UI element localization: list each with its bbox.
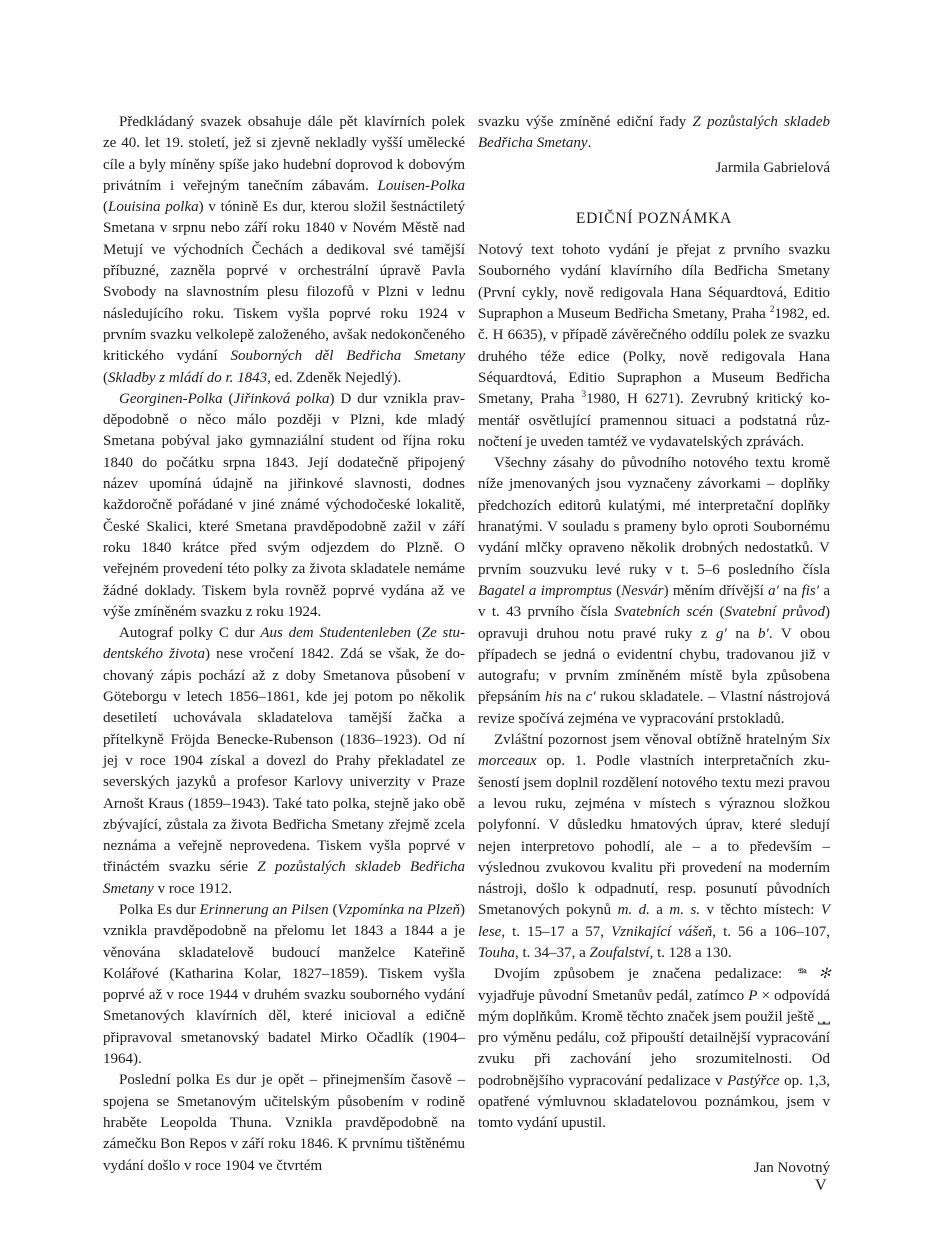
text-run: . V obou případech se jedná o evidentní chybu, tradovanou již v autografu; v prvním zmíněném místě byla způsobena přepsáním [478, 625, 830, 706]
text-run: a v t. 43 prvního čísla [478, 582, 830, 621]
text-run: ) měním dřívější [663, 582, 769, 599]
text-run: Notový text tohoto vydání je přejat z prvního svazku Souborného vydání klavírního díla Bedřicha Smetany (První cykly, nově redigovala Hana Séquardtová, Editio Supraphon a Museum Bedřicha Smetany, Praha [478, 242, 830, 323]
text-run: op. 1. Podle vlastních interpretačních zkušeností jsem doplnil rozdělení notového textu mezi pravou a levou ruku, zejména v místech s výraznou složkou polyfonní. V důsledku hmatových úprav, které sledují nejen interpretovo pohodlí, ale – a to především – výslednou zvukovou kvalitu při provedení na moderním nástroji, došlo k odpadnutí, resp. posunutí původních Smetanových pokynů [478, 753, 830, 919]
italic-title: Souborných děl Bedřicha Smetany [230, 348, 466, 365]
text-run: Zvláštní pozornost jsem věnoval obtížně hratelným [494, 732, 812, 749]
italic-title: Touha [478, 944, 515, 961]
left-column [103, 112, 465, 1177]
italic-title: Ze studentského života [103, 625, 465, 663]
text-run: v roce 1912. [153, 880, 233, 897]
text-run: ( [328, 901, 338, 918]
text-run: ( [410, 625, 422, 642]
text-run: 1982, ed. č. H 6635), v případě závěrečného oddílu polek ze svazku druhého téže edice (Polky, nově redigovala Hana Séquardtová, Editio Supraphon a Museum Bedřicha Smetany, Praha [478, 306, 830, 408]
paragraph-editorial-source [478, 240, 830, 453]
italic-title: b′ [758, 625, 769, 642]
italic-title: Z pozůstalých skladeb Bedřicha Smetany [103, 859, 465, 897]
page-number: V [815, 1177, 827, 1194]
text-run: ( [713, 604, 725, 621]
paragraph-editorial-corrections [478, 453, 830, 730]
paragraph-editorial-six-morceaux [478, 730, 830, 964]
text-run: 1980, H 6271). Zevrubný kritický komentář osvětlující pramennou situaci a podstatná různočtení je uveden tamtéž ve vydavatelských zprávách. [478, 391, 830, 450]
italic-title: Pastýřce [727, 1072, 780, 1089]
italic-title: Louisina polka [108, 199, 199, 216]
text-run: a [649, 902, 670, 919]
italic-title: Svatebních scén [614, 604, 714, 621]
text-run: ) D dur vznikla pravděpodobně o něco málo později v Plzni, kde mladý Smetana pobýval jako gymnaziální student od října roku 1840 do počátku srpna 1843. Její dodatečně připojený název upomíná údajně na jiřinkové slavnosti, dodnes každoročně pořádané v jiné známé východočeské lokalitě, České Skalici, které Smetana pravděpodobně zažil v září roku 1840 krátce před svým odjezdem do Plzně. O veřejném provedení této polky za života skladatele nemáme žádné doklady. Tiskem byla rovněž poprvé vydána až ve výše zmíněném svazku z roku 1924. [103, 390, 465, 620]
italic-title: V lese [478, 902, 830, 940]
italic-title: Erinnerung an Pilsen [199, 901, 329, 918]
text-run: v těchto místech: [700, 902, 821, 919]
paragraph-georginen-polka [103, 389, 465, 623]
text-run: ( [103, 369, 108, 386]
italic-title: fis′ [801, 582, 820, 599]
italic-title: Zoufalství [589, 944, 650, 961]
italic-title: Nesvár [621, 582, 664, 599]
italic-title: a′ [768, 582, 779, 599]
text-run: Poslední polka Es dur je opět – přinejmenším časově – spojena se Smetanovým učitelským působením v rodině hraběte Leopolda Thuna. Vznikla pravděpodobně na zámečku Bon Repos v září roku 1846. K prvnímu tištěnému vydání došlo v roce 1904 ve čtvrtém [103, 1072, 465, 1174]
text-run: pro výměnu pedálu, což připouští detailnější vypracování zvuku při zachování jeho srozumitelnosti. Od podrobnějšího vypracování pedalizace v [478, 1030, 830, 1089]
text-run: ( [222, 390, 234, 407]
text-run: Dvojím způsobem je značena pedalizace: [494, 966, 796, 983]
italic-title: Vzpomínka na Plzeň [337, 901, 460, 918]
italic-title: P [748, 987, 758, 1004]
section-heading: EDIČNÍ POZNÁMKA [575, 209, 733, 227]
italic-title: m. d. [617, 902, 650, 919]
paragraph-intro-polkas [103, 112, 465, 389]
paragraph-erinnerung-polka [103, 900, 465, 1070]
text-run: , t. 34–37, a [514, 944, 590, 961]
text-run: ( [103, 199, 108, 216]
italic-title: c′ [585, 689, 596, 706]
text-run: vyjadřuje původní Smetanův pedál, zatímco [478, 987, 749, 1004]
italic-title: Aus dem Studentenleben [260, 625, 411, 642]
italic-title: Vznikající vášeň [611, 923, 713, 940]
text-run: ) vznikla pravděpodobně na přelomu let 1843 a 1844 a je věnována skladatelově budoucí manželce Kateřině Kolářové (Katharina Kolar, 1827–1859). Tiskem vyšla poprvé až v roce 1944 v druhém svazku souborného vydání Smetanových klavírních děl, které inicioval a edičně připravoval smetanovský badatel Mirko Očadlík (1904–1964). [103, 901, 465, 1068]
italic-title: Jiřinková polka [233, 390, 330, 407]
italic-title: Svatební průvod [724, 604, 825, 621]
italic-title: 𝆮 ✻ [795, 966, 831, 983]
text-run: na [562, 689, 586, 706]
edition-superscript: 2 [769, 304, 775, 315]
italic-title: g′ [715, 625, 727, 642]
signature-gabrielova: Jarmila Gabrielová [715, 159, 830, 176]
text-run: Předkládaný svazek obsahuje dále pět klavírních polek ze 40. let 19. století, jež si zjevně nekladly vyšší umělecké cíle a byly míněny spíše jako hudební doprovod k dobovým privátním i veřejným tanečním zábavám. [103, 114, 465, 194]
text-run: , t. 15–17 a 57, [501, 923, 612, 940]
text-run: rukou skladatele. – Vlastní nástrojová revize spočívá zejména ve vypracování prstokladů. [478, 689, 830, 727]
text-run: Autograf polky C dur [119, 625, 261, 642]
text-run: , t. 56 a 106–107, [712, 923, 831, 940]
text-run: na [726, 625, 759, 642]
italic-title: Louisen-Polka [377, 177, 465, 194]
text-run: × odpovídá mým doplňkům. Kromě těchto značek jsem použil ještě [478, 987, 830, 1025]
italic-title: Skladby z mládí do r. 1843 [108, 369, 268, 386]
italic-title: Bagatel a impromptus [478, 582, 612, 599]
paragraph-editorial-pedaling [478, 964, 830, 1134]
text-run: ⎵⎵ [817, 1008, 830, 1025]
paragraph-studentenleben-polka [103, 623, 465, 900]
text-run: ) v tónině Es dur, kterou složil šestnáctiletý Smetana v srpnu nebo září roku 1840 v Novém Městě nad Metují ve východních Čechách a dedikoval své tamější příbuzné, zazněla poprvé v orchestrální úpravě Pavla Svobody na slavnostním plesu filozofů v Plzni v lednu následujícího roku. Tiskem vyšla poprvé roku 1924 v prvním svazku velkolepě založeného, avšak nedokončeného kritického vydání [103, 199, 466, 365]
italic-title: Georginen-Polka [119, 390, 223, 407]
edition-superscript: 3 [581, 389, 587, 400]
text-run: op. 1,3, opatřené výmluvnou skladatelovou poznámkou, jsem v tomto vydání upustil. [478, 1072, 830, 1132]
text-run: ) opravuji druhou notu pravé ruky z [478, 604, 830, 642]
text-run: Všechny zásahy do původního notového textu kromě níže jmenovaných jsou vyznačeny závorkami – doplňky předchozích editorů kulatými, mé interpretační doplňky hranatými. V souladu s prameny bylo oproti Soubornému vydání mlčky opraveno několik drobných nedostatků. V prvním souzvuku levé ruky v t. 5–6 posledního čísla [478, 455, 830, 578]
italic-title: his [545, 689, 563, 706]
text-run: Polka Es dur [119, 901, 200, 918]
text-run: ) nese vročení 1842. Zdá se však, že dochovaný zápis pochází až z doby Smetanova působení v Göteborgu v letech 1856–1861, kde jej potom po několik desetiletí uchovávala skladatelova tamější žačka a přítelkyně Fröjda Benecke-Rubenson (1836–1923). Od ní jej v roce 1904 získal a dovezl do Prahy překladatel ze severských jazyků a profesor Karlovy univerzity v Praze Arnošt Kraus (1859–1943). Také tato polka, stejně jako obě zbývající, zůstala za života Bedřicha Smetany zřejmě zcela neznáma a veřejně neprovedena. Tiskem vyšla poprvé v třináctém svazku série [103, 646, 465, 876]
italic-title: Z pozůstalých skladeb Bedřicha Smetany [478, 114, 830, 152]
text-run: na [778, 582, 802, 599]
paragraph-continuation [478, 112, 830, 155]
italic-title: m. s. [669, 902, 701, 919]
italic-title: Six morceaux [478, 732, 830, 770]
paragraph-last-polka [103, 1070, 465, 1176]
text-run: , t. 128 a 130. [649, 944, 732, 961]
text-run: . [587, 135, 592, 152]
text-run: svazku výše zmíněné ediční řady [478, 114, 693, 130]
signature-novotny: Jan Novotný [753, 1159, 830, 1176]
text-run: ( [611, 582, 622, 599]
text-run: , ed. Zdeněk Nejedlý). [267, 369, 402, 386]
right-column [478, 112, 830, 1179]
